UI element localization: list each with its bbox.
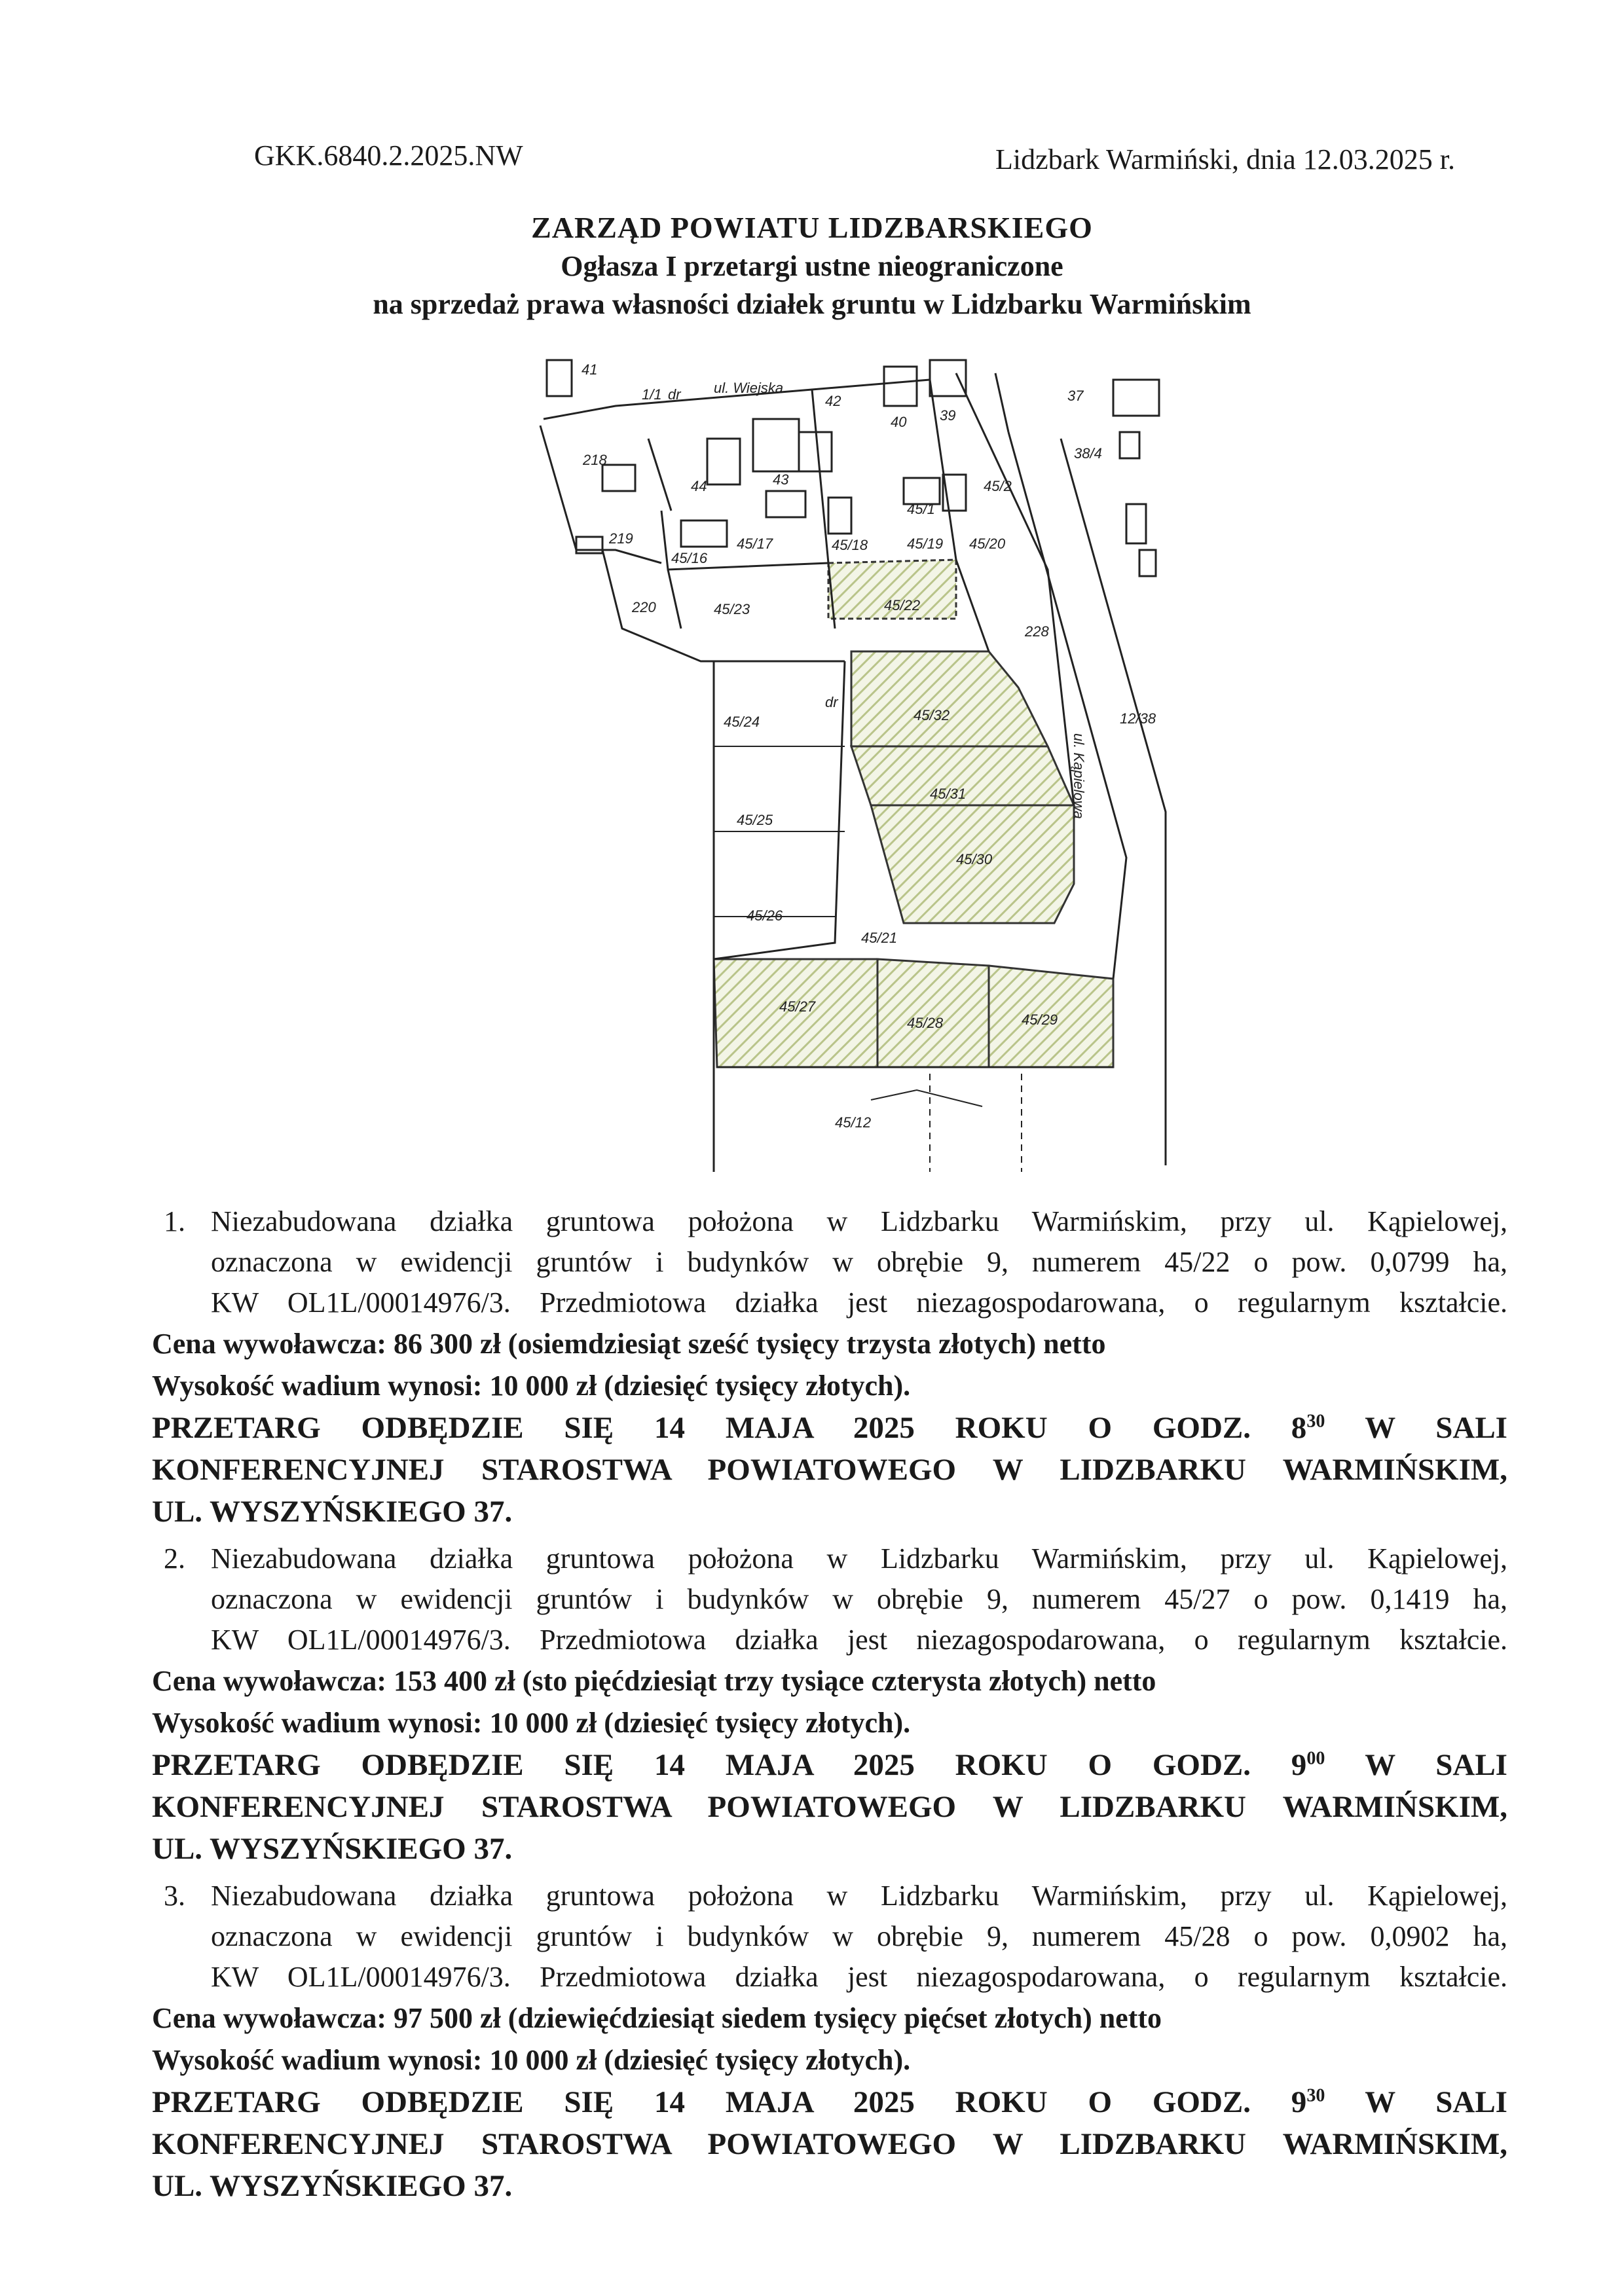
map-label: 45/29 xyxy=(1022,1011,1058,1028)
auction-section-1 xyxy=(152,1201,1507,1533)
section-number: 2. xyxy=(164,1542,185,1575)
map-label: 41 xyxy=(581,361,598,378)
map-label: 45/32 xyxy=(913,707,950,723)
map-label: 45/16 xyxy=(671,550,708,566)
parcel-45-32 xyxy=(851,651,1048,746)
map-label: 45/23 xyxy=(714,601,750,617)
deposit-amount: Wysokość wadium wynosi: 10 000 zł (dziesięć tysięcy złotych). xyxy=(152,2044,911,2076)
venue-address: UL. WYSZYŃSKIEGO 37. xyxy=(152,1832,513,1866)
parcel-description xyxy=(152,1201,1507,1323)
description-line: oznaczona w ewidencji gruntów i budynków w obrębie 9, numerem 45/27 o pow. 0,1419 ha, xyxy=(211,1583,1507,1615)
map-label: 228 xyxy=(1025,623,1049,640)
description-line: KW OL1L/00014976/3. Przedmiotowa działka jest niezagospodarowana, o regularnym kształcie. xyxy=(211,1624,1507,1656)
auction-date-line: PRZETARG ODBĘDZIE SIĘ 14 MAJA 2025 ROKU O GODZ. $8^{30}$ W SALI xyxy=(152,1411,1507,1445)
parcel-45-28 xyxy=(877,959,989,1067)
description-line: oznaczona w ewidencji gruntów i budynków w obrębie 9, numerem 45/22 o pow. 0,0799 ha, xyxy=(211,1246,1507,1278)
map-label: 220 xyxy=(632,599,656,615)
description-line: KW OL1L/00014976/3. Przedmiotowa działka jest niezagospodarowana, o regularnym kształcie. xyxy=(211,1961,1507,1993)
auction-section-3 xyxy=(152,1876,1507,2207)
starting-price: Cena wywoławcza: 153 400 zł (sto pięćdziesiąt trzy tysiące czterysta złotych) netto xyxy=(152,1665,1156,1697)
hour-minutes: 30 xyxy=(1306,1411,1325,1432)
map-label: dr xyxy=(668,386,681,403)
starting-price: Cena wywoławcza: 86 300 zł (osiemdziesiąt sześć tysięcy trzysta złotych) netto xyxy=(152,1328,1106,1360)
map-label: 37 xyxy=(1067,388,1084,404)
map-label: 45/22 xyxy=(884,597,921,613)
map-label: ul. Kąpielowa xyxy=(1071,733,1087,819)
description-line: Niezabudowana działka gruntowa położona w Lidzbarku Warmińskim, przy ul. Kąpielowej, xyxy=(211,1205,1507,1237)
issuer-heading: ZARZĄD POWIATU LIDZBARSKIEGO xyxy=(531,211,1093,244)
map-label: 45/17 xyxy=(737,536,773,552)
venue-line: KONFERENCYJNEJ STAROSTWA POWIATOWEGO W LIDZBARKU WARMIŃSKIM, xyxy=(152,1790,1507,1824)
section-number: 1. xyxy=(164,1205,185,1237)
deposit-amount: Wysokość wadium wynosi: 10 000 zł (dziesięć tysięcy złotych). xyxy=(152,1370,911,1402)
parcel-description xyxy=(152,1876,1507,1997)
hour-minutes: 00 xyxy=(1306,1748,1325,1769)
announcement-subheading: Ogłasza I przetargi ustne nieograniczone xyxy=(561,250,1063,282)
map-label: 45/24 xyxy=(724,714,760,730)
venue-address: UL. WYSZYŃSKIEGO 37. xyxy=(152,2169,513,2203)
map-label: 45/2 xyxy=(984,478,1012,494)
map-label: 218 xyxy=(583,452,607,468)
map-label: 1/1 xyxy=(642,386,662,403)
map-label: 40 xyxy=(891,414,907,430)
map-label: 42 xyxy=(825,393,841,409)
description-line: Niezabudowana działka gruntowa położona w Lidzbarku Warmińskim, przy ul. Kąpielowej, xyxy=(211,1542,1507,1575)
starting-price: Cena wywoławcza: 97 500 zł (dziewięćdziesiąt siedem tysięcy pięćset złotych) netto xyxy=(152,2002,1162,2034)
place-and-date: Lidzbark Warmiński, dnia 12.03.2025 r. xyxy=(995,143,1455,175)
parcel-map xyxy=(537,354,1179,1172)
description-line: oznaczona w ewidencji gruntów i budynków w obrębie 9, numerem 45/28 o pow. 0,0902 ha, xyxy=(211,1920,1507,1952)
deposit-amount: Wysokość wadium wynosi: 10 000 zł (dziesięć tysięcy złotych). xyxy=(152,1707,911,1739)
map-label: 45/21 xyxy=(861,930,898,946)
map-label: 38/4 xyxy=(1074,445,1102,462)
auction-date-venue xyxy=(152,1407,1507,1533)
map-label: 44 xyxy=(691,478,707,494)
venue-line: KONFERENCYJNEJ STAROSTWA POWIATOWEGO W LIDZBARKU WARMIŃSKIM, xyxy=(152,2127,1507,2161)
map-label: 45/25 xyxy=(737,812,773,828)
map-label: 12/38 xyxy=(1120,710,1156,727)
map-label: 45/31 xyxy=(930,786,967,802)
map-label: 45/12 xyxy=(835,1114,872,1131)
map-label: 45/1 xyxy=(907,501,935,517)
map-label: 219 xyxy=(609,530,633,547)
map-label: 43 xyxy=(773,471,789,488)
auction-date-venue xyxy=(152,1744,1507,1870)
auction-date-line: PRZETARG ODBĘDZIE SIĘ 14 MAJA 2025 ROKU O GODZ. $9^{00}$ W SALI xyxy=(152,1748,1507,1782)
auction-section-2 xyxy=(152,1539,1507,1870)
map-label: dr xyxy=(825,694,838,710)
map-label: ul. Wiejska xyxy=(714,380,784,396)
map-label: 39 xyxy=(940,407,956,424)
map-label: 45/27 xyxy=(779,998,816,1015)
description-line: Niezabudowana działka gruntowa położona w Lidzbarku Warmińskim, przy ul. Kąpielowej, xyxy=(211,1880,1507,1912)
venue-address: UL. WYSZYŃSKIEGO 37. xyxy=(152,1495,513,1529)
map-label: 45/19 xyxy=(907,536,944,552)
map-label: 45/30 xyxy=(956,851,993,867)
announcement-title xyxy=(0,208,1624,323)
auction-date-venue xyxy=(152,2081,1507,2207)
section-number: 3. xyxy=(164,1880,185,1912)
map-label: 45/20 xyxy=(969,536,1006,552)
map-label: 45/26 xyxy=(747,907,783,924)
parcel-description xyxy=(152,1539,1507,1660)
hour-minutes: 30 xyxy=(1306,2085,1325,2106)
venue-line: KONFERENCYJNEJ STAROSTWA POWIATOWEGO W LIDZBARKU WARMIŃSKIM, xyxy=(152,1453,1507,1487)
map-label: 45/28 xyxy=(907,1015,944,1031)
auction-date-line: PRZETARG ODBĘDZIE SIĘ 14 MAJA 2025 ROKU O GODZ. $9^{30}$ W SALI xyxy=(152,2085,1507,2119)
announcement-subject: na sprzedaż prawa własności działek gruntu w Lidzbarku Warmińskim xyxy=(373,288,1251,320)
map-label: 45/18 xyxy=(832,537,868,553)
description-line: KW OL1L/00014976/3. Przedmiotowa działka jest niezagospodarowana, o regularnym kształcie. xyxy=(211,1286,1507,1319)
document-reference-number: GKK.6840.2.2025.NW xyxy=(254,139,523,172)
